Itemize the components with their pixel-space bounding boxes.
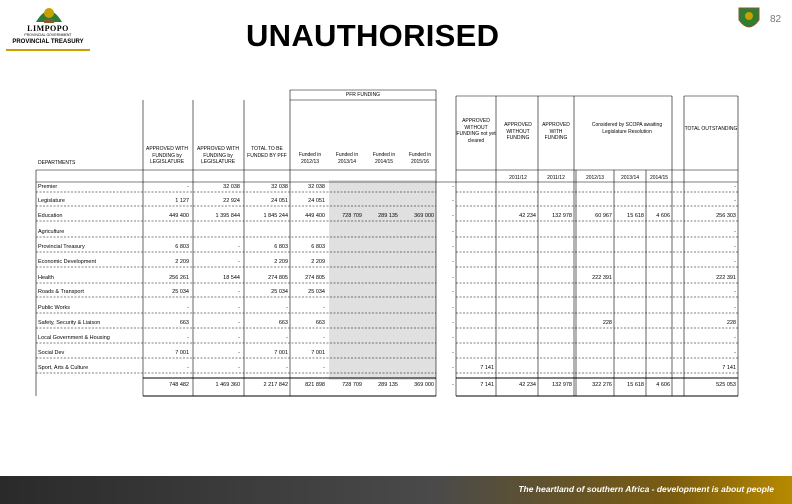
total-cell: 821 898 [305,382,325,388]
logo-name: LIMPOPO [27,24,69,33]
department-name: Premier [38,184,58,190]
table-cell: 222 391 [592,275,612,281]
table-cell: - [734,305,736,311]
total-cell: 748 482 [169,382,189,388]
table-cell: 7 141 [722,365,736,371]
department-name: Health [38,275,54,281]
col-funded-2013-header: Funded in 2013/14 [335,152,359,165]
table-cell: - [452,275,454,281]
table-cell: 663 [179,320,189,326]
pfr-funding-header: PFR FUNDING [345,92,381,98]
table-cell: 228 [726,320,736,326]
table-cell: 32 038 [223,184,240,190]
department-name: Safety, Security & Liaison [38,320,101,326]
table-cell: - [734,289,736,295]
table-cell: 25 034 [172,289,189,295]
department-name: Agriculture [38,229,65,235]
table-cell: - [734,335,736,341]
table-cell: 7 001 [274,350,288,356]
total-cell: 289 135 [378,382,398,388]
table-cell: - [734,350,736,356]
table-cell: - [734,184,736,190]
table-cell: - [286,365,288,371]
table-cell: - [452,320,454,326]
table-cell: - [286,335,288,341]
table-cell: 6 803 [175,244,189,250]
table-cell: - [238,365,240,371]
year-label: 2012/13 [585,175,605,181]
table-cell: - [734,198,736,204]
table-cell: 32 038 [271,184,288,190]
logo-subtitle: PROVINCIAL GOVERNMENT [24,33,72,37]
table-cell: 6 803 [274,244,288,250]
total-cell: 728 709 [342,382,362,388]
table-cell: 1 845 244 [263,213,288,219]
table-cell: 274 805 [305,275,325,281]
table-cell: 24 051 [271,198,288,204]
table-cell: 2 209 [311,259,325,265]
department-name: Local Government & Housing [38,335,110,341]
table-cell: - [452,244,454,250]
table-cell: - [452,305,454,311]
table-cell: - [238,320,240,326]
table-cell: - [452,184,454,190]
table-cell: - [187,305,189,311]
department-name: Provincial Treasury [38,244,85,250]
col-scopa-header: Considered by SCOPA awaiting Legislature Resolution [591,122,663,135]
table-cell: 7 001 [175,350,189,356]
table-cell: 7 141 [480,365,494,371]
table-cell: - [452,259,454,265]
table-cell: - [187,184,189,190]
table-cell: - [238,289,240,295]
department-name: Sport, Arts & Culture [38,365,89,371]
total-cell: 369 000 [414,382,434,388]
table-cell: - [238,350,240,356]
department-name: Legislature [38,198,65,204]
total-cell: 322 276 [592,382,612,388]
table-cell: 60 967 [595,213,612,219]
table-cell: 24 051 [308,198,325,204]
total-cell: 525 053 [716,382,736,388]
table-cell: 728 709 [342,213,362,219]
table-cell: - [452,365,454,371]
table-cell: 32 038 [308,184,325,190]
table-cell: 15 618 [627,213,644,219]
col-approved-nofunding-header: APPROVED WITH FUNDING by LEGISLATURE [197,146,239,165]
table-cell: 4 606 [656,213,670,219]
table-cell: - [238,305,240,311]
table-cell: 289 135 [378,213,398,219]
total-cell: - [452,382,454,388]
table-cell: - [734,259,736,265]
table-cell: 18 544 [223,275,240,281]
table-cell: - [734,229,736,235]
table-cell: 25 034 [308,289,325,295]
department-name: Economic Development [38,259,97,265]
total-cell: 4 606 [656,382,670,388]
table-cell: - [187,335,189,341]
page-title: UNAUTHORISED [246,18,500,53]
col-funded-2015-header: Funded in 2015/16 [408,152,432,165]
table-cell: 2 209 [175,259,189,265]
table-cell: 25 034 [271,289,288,295]
table-cell: - [452,350,454,356]
table-cell: - [452,335,454,341]
total-cell: 1 469 360 [215,382,240,388]
table-cell: - [323,365,325,371]
table-cell: 222 391 [716,275,736,281]
footer-tagline: The heartland of southern Africa - development is about people [518,484,774,494]
table-cell: - [452,213,454,219]
col-funded-2012-header: Funded in 2012/13 [298,152,322,165]
table-cell: - [286,305,288,311]
col-total-outstanding-header: TOTAL OUTSTANDING [684,126,738,132]
table-cell: - [187,365,189,371]
col-approved-funding-header: APPROVED WITH FUNDING by LEGISLATURE [146,146,188,165]
page-number: 82 [770,14,782,25]
table-cell: 22 924 [223,198,240,204]
col-total-funded-header: TOTAL TO BE FUNDED BY PFF [247,146,287,159]
col-approved-not-cleared-header: APPROVED WITHOUT FUNDING not yet cleared [456,118,496,144]
table-cell: 228 [602,320,612,326]
total-cell: 7 141 [480,382,494,388]
year-label: 2013/14 [620,175,640,181]
total-cell: 42 234 [519,382,536,388]
table-cell: - [452,198,454,204]
table-cell: - [323,335,325,341]
logo-unit: PROVINCIAL TREASURY [12,39,84,45]
table-cell: - [323,305,325,311]
table-cell: 274 805 [268,275,288,281]
department-name: Education [38,213,63,219]
table-cell: - [238,244,240,250]
table-cell: 256 261 [169,275,189,281]
table-cell: 369 000 [414,213,434,219]
table-cell: - [238,259,240,265]
year-label: 2011/12 [509,175,527,181]
table-cell: 132 978 [552,213,572,219]
table-cell: 7 001 [311,350,325,356]
table-cell: 1 127 [175,198,189,204]
year-label: 2014/15 [649,175,669,181]
table-cell: - [452,289,454,295]
table-cell: - [734,244,736,250]
department-name: Public Works [38,305,70,311]
year-label: 2011/12 [547,175,565,181]
department-name: Social Dev [38,350,65,356]
table-cell: 449 400 [305,213,325,219]
table-cell: 2 209 [274,259,288,265]
col-approved-with-header: APPROVED WITH FUNDING [542,122,570,141]
total-cell: 132 978 [552,382,572,388]
col-departments-header: DEPARTMENTS [38,160,76,166]
table-cell: 1 395 844 [215,213,240,219]
table-cell: 256 303 [716,213,736,219]
total-cell: 15 618 [627,382,644,388]
table-cell: 663 [278,320,288,326]
table-cell: 663 [315,320,325,326]
table-cell: 449 400 [169,213,189,219]
col-funded-2014-header: Funded in 2014/15 [372,152,396,165]
table-cell: 42 234 [519,213,536,219]
total-cell: 2 217 842 [263,382,288,388]
table-cell: 6 803 [311,244,325,250]
table-cell: - [452,229,454,235]
footer-banner [0,476,792,504]
department-name: Roads & Transport [38,289,84,295]
col-approved-without-header: APPROVED WITHOUT FUNDING [504,122,532,141]
table-cell: - [238,335,240,341]
